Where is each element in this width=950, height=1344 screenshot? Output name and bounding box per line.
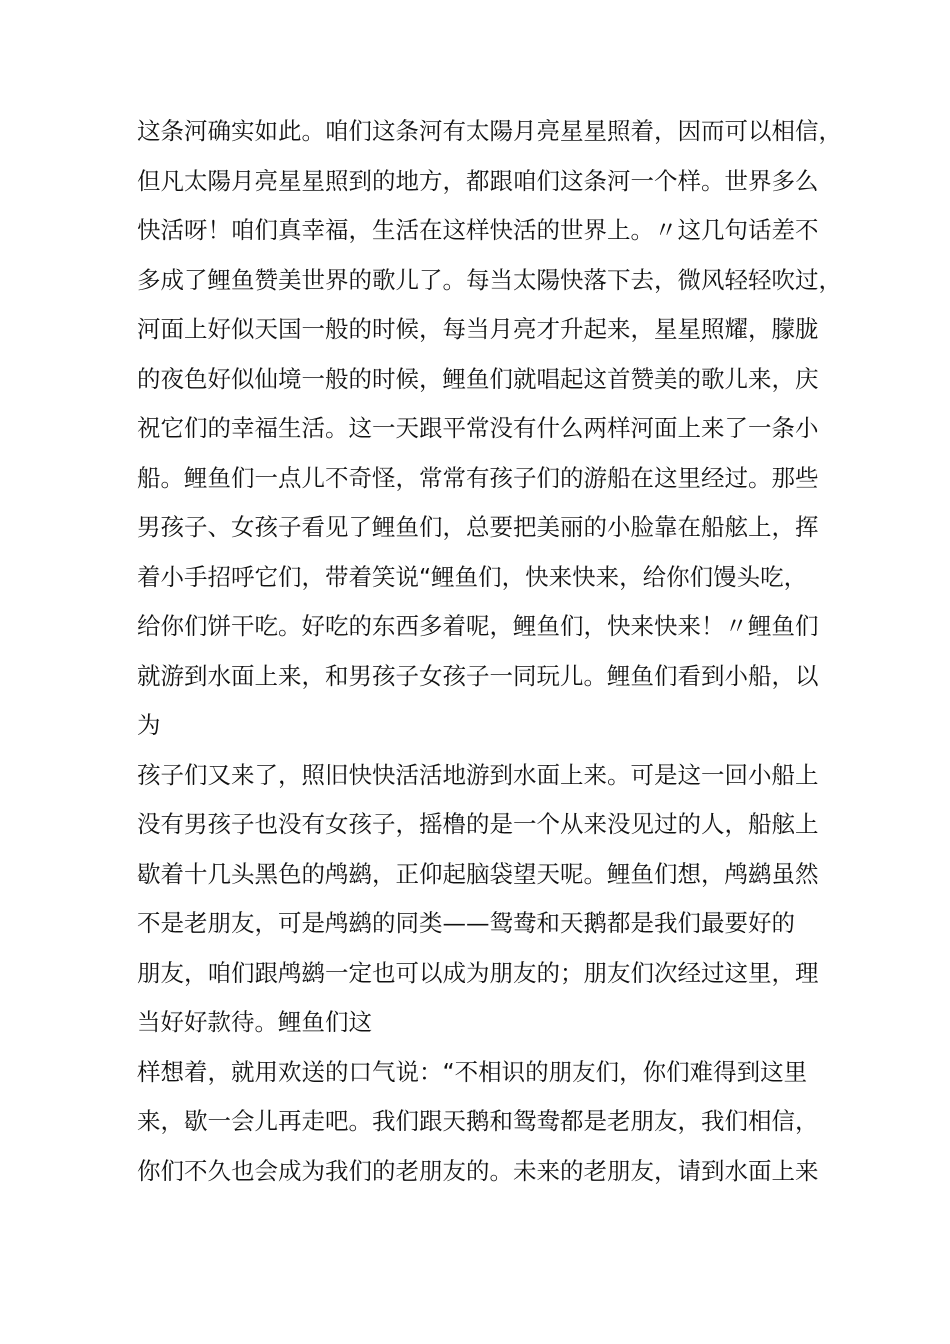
text-line-15: 没有男孩子也没有女孩子，摇橹的是一个从来没见过的人，船舷上 [137, 810, 819, 838]
text-line-11: 给你们饼干吃。好吃的东西多着呢，鲤鱼们，快来快来！〃鲤鱼们 [137, 612, 819, 640]
text-line-3: 快活呀！咱们真幸福，生活在这样快活的世界上。〃这几句话差不 [137, 216, 819, 244]
text-line-12: 就游到水面上来，和男孩子女孩子一同玩儿。鲤鱼们看到小船，以 [137, 661, 819, 690]
text-line-8: 船。鲤鱼们一点儿不奇怪，常常有孩子们的游船在这里经过。那些 [137, 463, 819, 492]
text-line-9: 男孩子、女孩子看见了鲤鱼们，总要把美丽的小脸靠在船舷上，挥 [137, 513, 819, 541]
text-line-6: 的夜色好似仙境一般的时候，鲤鱼们就唱起这首赞美的歌儿来，庆 [137, 364, 819, 393]
text-line-5: 河面上好似天国一般的时候，每当月亮才升起来，星星照耀，朦胧 [137, 315, 819, 343]
text-line-2: 但凡太陽月亮星星照到的地方，都跟咱们这条河一个样。世界多么 [137, 166, 819, 195]
text-line-21: 来，歇一会儿再走吧。我们跟天鹅和鸳鸯都是老朋友，我们相信， [137, 1107, 819, 1135]
text-line-1: 这条河确实如此。咱们这条河有太陽月亮星星照着，因而可以相信， [137, 117, 842, 145]
text-line-17: 不是老朋友，可是鸬鹚的同类——鸳鸯和天鹅都是我们最要好的 [137, 909, 795, 937]
text-line-10: 着小手招呼它们，带着笑说“鲤鱼们，快来快来，给你们馒头吃， [137, 562, 808, 591]
body-text [137, 107, 842, 1196]
text-line-4: 多成了鲤鱼赞美世界的歌儿了。每当太陽快落下去，微风轻轻吹过， [137, 265, 842, 294]
text-line-7: 祝它们的幸福生活。这一天跟平常没有什么两样河面上来了一条小 [137, 414, 819, 442]
text-line-22: 你们不久也会成为我们的老朋友的。未来的老朋友，请到水面上来 [137, 1156, 819, 1185]
text-line-13: 为 [137, 711, 161, 739]
text-line-16: 歇着十几头黑色的鸬鹚，正仰起脑袋望天呢。鲤鱼们想，鸬鹚虽然 [137, 859, 819, 888]
text-line-14: 孩子们又来了，照旧快快活活地游到水面上来。可是这一回小船上 [137, 760, 819, 789]
text-line-20: 样想着，就用欢送的口气说：“不相识的朋友们，你们难得到这里 [137, 1057, 808, 1086]
text-line-18: 朋友，咱们跟鸬鹚一定也可以成为朋友的；朋友们次经过这里，理 [137, 958, 819, 987]
text-line-19: 当好好款待。鲤鱼们这 [137, 1008, 372, 1036]
